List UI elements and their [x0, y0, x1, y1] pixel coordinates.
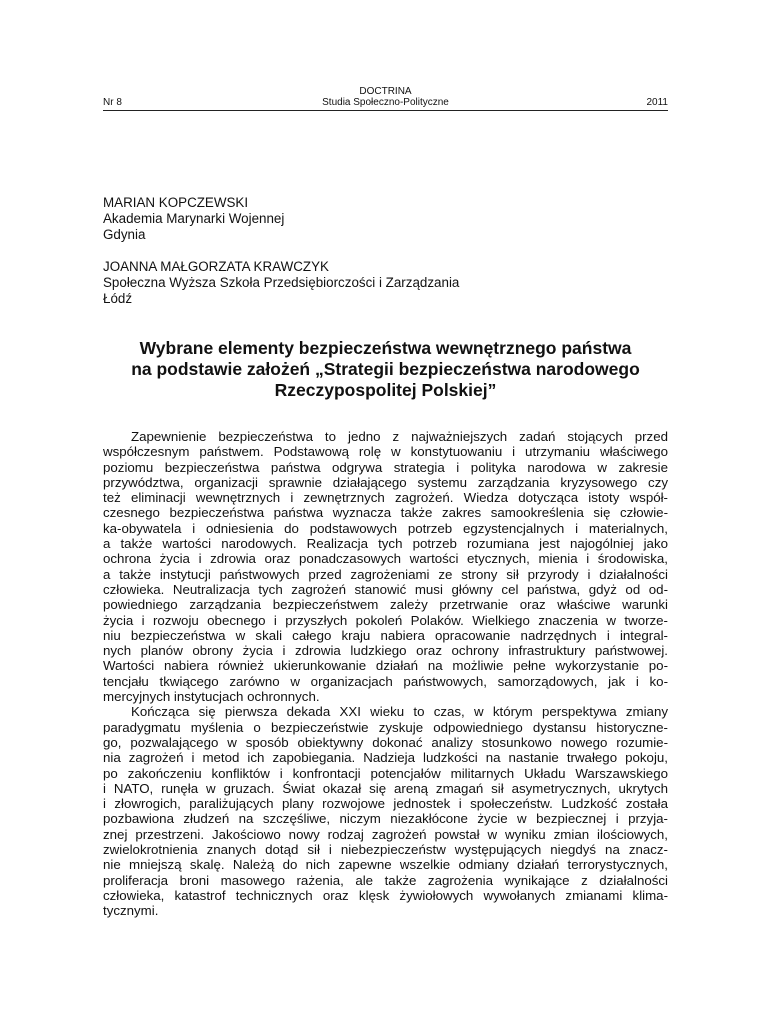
paragraph-line: pozbawiona złudzeń na szczęśliwe, niczym niezakłócone życie w bezpiecznej i przyja- — [103, 811, 668, 827]
paragraph-line: ka-obywatela i odniesienia do podstawowych potrzeb egzystencjalnych i materialnych, — [103, 520, 668, 536]
paragraph-line: powiedniego zarządzania bezpieczeństwem zależy przetrwanie oraz właściwe warunki — [103, 597, 668, 613]
paragraph-line: po zakończeniu konfliktów i konfrontacji potencjałów militarnych Układu Warszawskiego — [103, 765, 668, 781]
paragraph-line: a także instytucji państwowych przed zagrożeniami ze strony sił przyrody i działalności — [103, 566, 668, 582]
paragraph-line: człowieka, katastrof technicznych oraz klęsk żywiołowych wywołanych zmianami klima- — [103, 887, 668, 903]
paragraph-line: życia i rozwoju obecnego i przyszłych pokoleń Polaków. Wielkiego znaczenia w tworze- — [103, 612, 668, 628]
paragraph-line: nych planów obrony życia i zdrowia ludzkiego oraz ochrony infrastruktury państwowej. — [103, 643, 668, 659]
paragraph-line: i NATO, runęła w gruzach. Świat okazał się areną zmagań sił asymetrycznych, ukrytych — [103, 780, 668, 796]
author-block — [103, 259, 459, 307]
title-line: Wybrane elementy bezpieczeństwa wewnętrznego państwa — [139, 338, 632, 358]
issue-number: Nr 8 — [103, 97, 122, 108]
author-name: MARIAN KOPCZEWSKI — [103, 195, 249, 210]
paragraph-line: i złowrogich, paraliżujących plany rozwojowe jednostek i społeczeństw. Ludzkość została — [103, 796, 668, 812]
journal-name: DOCTRINA — [359, 86, 412, 97]
author-affiliation: Akademia Marynarki Wojennej — [103, 211, 285, 226]
paragraph-line: proliferacja broni masowego rażenia, ale także zagrożenia wynikające z działalności — [103, 872, 668, 888]
paragraph-line: nie mniejszą skalę. Należą do nich zapewne wszelkie odmiany działań terrorystycznych, — [103, 857, 668, 873]
journal-subtitle: Studia Społeczno-Polityczne — [322, 97, 449, 108]
article-title — [103, 338, 668, 401]
paragraph-line: czesnego bezpieczeństwa państwa wyznacza także zakres samookreślenia się człowie- — [103, 505, 668, 521]
paragraph-line: paradygmatu myślenia o bezpieczeństwie zyskuje odpowiedniego dystansu historyczne- — [103, 719, 668, 735]
running-header — [103, 86, 668, 109]
header-rule — [103, 110, 668, 111]
paragraph-line: go, pozwalającego w sposób obiektywny dokonać analizy stosunkowo nowego rozumie- — [103, 734, 668, 750]
article-body — [103, 429, 668, 919]
paragraph-line: Wartości nabiera również ukierunkowanie działań na możliwie pełne wykorzystanie po- — [103, 658, 668, 674]
paragraph-line: niu bezpieczeństwa w skali całego kraju nabiera opracowanie nadrzędnych i integral- — [103, 627, 668, 643]
paragraph-line: nia zagrożeń i metod ich zapobiegania. Nadzieja ludzkości na nastanie trwałego pokoju, — [103, 750, 668, 766]
author-list — [103, 195, 459, 307]
author-city: Łódź — [103, 291, 133, 306]
paragraph — [103, 704, 668, 918]
author-block — [103, 195, 459, 243]
paragraph-line: ochrona życia i zdrowia oraz ponadczasowych wartości etycznych, mienia i środowiska, — [103, 551, 668, 567]
author-name: JOANNA MAŁGORZATA KRAWCZYK — [103, 259, 329, 274]
paragraph-line: znej przestrzeni. Jakościowo nowy rodzaj zagrożeń powstał w wyniku zmian ilościowych, — [103, 826, 668, 842]
paragraph-line: Zapewnienie bezpieczeństwa to jedno z najważniejszych zadań stojących przed — [131, 429, 668, 444]
author-affiliation: Społeczna Wyższa Szkoła Przedsiębiorczości i Zarządzania — [103, 275, 460, 290]
title-line: Rzeczypospolitej Polskiej” — [274, 380, 497, 400]
paragraph-line: Kończąca się pierwsza dekada XXI wieku to czas, w którym perspektywa zmiany — [131, 704, 668, 720]
paragraph-line: mercyjnych instytucjach ochronnych. — [103, 689, 320, 705]
paragraph-line: a także wartości narodowych. Realizacja tych potrzeb rozumiana jest najogólniej jako — [103, 536, 668, 552]
paragraph-line: tycznymi. — [103, 903, 159, 919]
paragraph — [103, 429, 668, 704]
author-city: Gdynia — [103, 227, 146, 242]
publication-year: 2011 — [646, 97, 668, 108]
paragraph-line: poziomu bezpieczeństwa państwa odgrywa strategia i polityka narodowa w zakresie — [103, 459, 668, 475]
paragraph-line: zwielokrotnienia znanych dotąd sił i niebezpieczeństw występujących niegdyś na znacz- — [103, 842, 668, 858]
paragraph-line: przywództwa, organizacji sprawnie działającego systemu zarządzania kryzysowego czy — [103, 474, 668, 490]
paragraph-line: tencjału tkwiącego zarówno w organizacjach państwowych, samorządowych, jak i ko- — [103, 673, 668, 689]
title-line: na podstawie założeń „Strategii bezpieczeństwa narodowego — [131, 359, 640, 379]
paragraph-line: człowieka. Neutralizacja tych zagrożeń stanowić musi główny cel państwa, gdyż od od- — [103, 581, 668, 597]
paragraph-line: też eliminacji wewnętrznych i zewnętrznych zagrożeń. Wiedza dotycząca istoty współ- — [103, 490, 668, 506]
paragraph-line: współczesnym państwem. Podstawową rolę w konstytuowaniu i utrzymaniu właściwego — [103, 444, 668, 460]
